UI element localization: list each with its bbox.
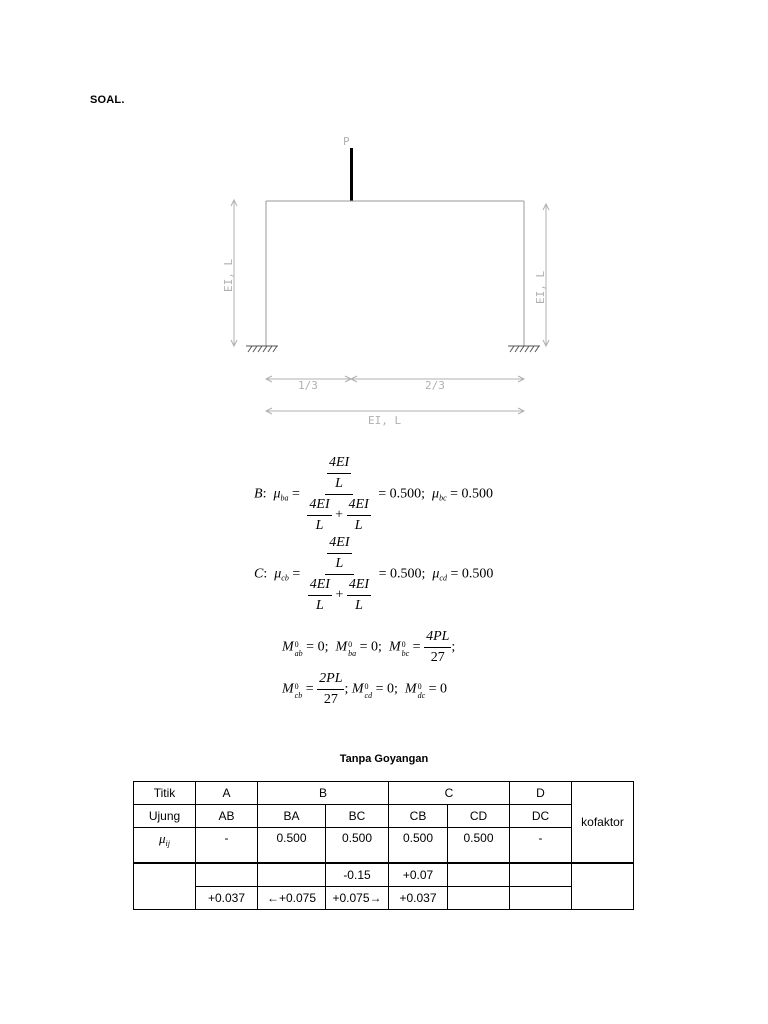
cell-mu: 0.500 xyxy=(448,828,510,864)
cell-iter: +0.037 xyxy=(196,887,258,910)
right-column-label: EI, L xyxy=(534,270,547,304)
left-fixed-support xyxy=(246,346,278,352)
equation-fixed-end-moments-2: M 0 cb = $\frac{2PL}{27}$ ; M 0 cd = 0; M 0 dc = 0 xyxy=(282,671,448,707)
left-column-label: EI, L xyxy=(222,258,235,292)
cell-iter: +0.075→ xyxy=(326,887,389,910)
cell-iter xyxy=(196,863,258,887)
row-iteration-1 xyxy=(134,863,634,887)
cell-ujung: CD xyxy=(448,805,510,828)
row-ujung xyxy=(134,805,634,828)
cell-mu: 0.500 xyxy=(326,828,389,864)
cell-kofaktor-empty xyxy=(572,863,634,910)
cell-node-b: B xyxy=(258,782,389,805)
right-fixed-support xyxy=(508,346,540,352)
cell-iter: +0.07 xyxy=(389,863,448,887)
equation-distribution-b: B: $\mu_{ba}$ = $\frac{4EI}{L}$ $\frac{4EI}{L}$ + $\frac{4EI}{L}$ = 0.500; $\mu_{bc} = 0.500$ xyxy=(254,455,494,533)
cell-titik-label: Titik xyxy=(134,782,196,805)
page-heading: SOAL. xyxy=(90,94,125,106)
cell-mu: 0.500 xyxy=(258,828,326,864)
cell-ujung: DC xyxy=(510,805,572,828)
span-left-label: 1/3 xyxy=(298,379,318,392)
cell-iter xyxy=(258,863,326,887)
cell-iter xyxy=(510,863,572,887)
cell-iter: ←+0.075 xyxy=(258,887,326,910)
cell-iter xyxy=(448,887,510,910)
cell-ujung: BC xyxy=(326,805,389,828)
equation-fixed-end-moments-1: M 0 ab = 0; M 0 ba = 0; M 0 bc = $\frac{4PL}{27}$ ; xyxy=(282,629,456,665)
cell-iteration-label xyxy=(134,863,196,910)
cell-ujung-label: Ujung xyxy=(134,805,196,828)
row-iteration-2 xyxy=(134,887,634,910)
cell-ujung: AB xyxy=(196,805,258,828)
cell-node-d: D xyxy=(510,782,572,805)
cell-mu-label: $\mu_{ij}$ xyxy=(134,828,196,864)
cell-mu: - xyxy=(510,828,572,864)
cell-ujung: BA xyxy=(258,805,326,828)
load-label: P xyxy=(343,135,350,148)
beam-label: EI, L xyxy=(368,414,402,427)
cell-mu: 0.500 xyxy=(389,828,448,864)
span-right-label: 2/3 xyxy=(425,379,445,392)
cell-iter: -0.15 xyxy=(326,863,389,887)
cell-iter: +0.037 xyxy=(389,887,448,910)
cell-iter xyxy=(510,887,572,910)
row-distribution-factor xyxy=(134,828,634,864)
cell-node-a: A xyxy=(196,782,258,805)
cell-node-c: C xyxy=(389,782,510,805)
moment-distribution-table xyxy=(133,781,634,910)
cell-kofaktor: kofaktor xyxy=(572,782,634,864)
portal-frame-diagram xyxy=(0,0,768,440)
table-title: Tanpa Goyangan xyxy=(339,753,429,765)
cell-ujung: CB xyxy=(389,805,448,828)
equation-distribution-c: C: $\mu_{cb}$ = $\frac{4EI}{L}$ $\frac{4EI}{L}$ + $\frac{4EI}{L}$ = 0.500; $\mu_{cd} = 0.500$ xyxy=(254,535,494,613)
cell-iter xyxy=(448,863,510,887)
row-titik xyxy=(134,782,634,805)
cell-mu: - xyxy=(196,828,258,864)
